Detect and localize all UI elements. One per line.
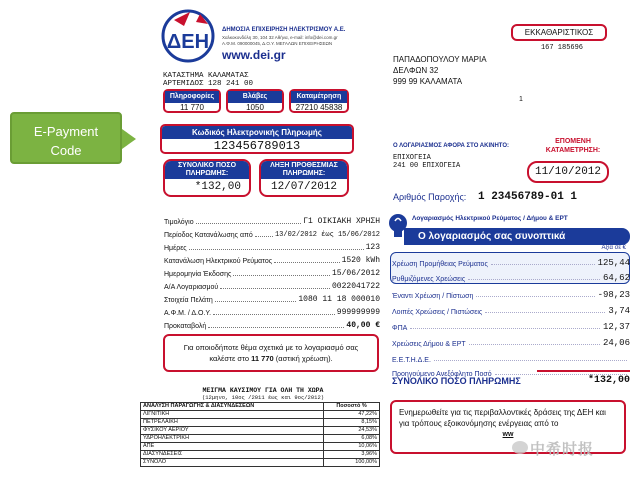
- table-row: [141, 435, 380, 443]
- summary-row-label: Λοιπές Χρεώσεις / Πιστώσεις: [392, 309, 483, 316]
- customer-street: ΔΕΛΦΩΝ 32: [393, 66, 439, 75]
- company-website[interactable]: www.dei.gr: [222, 48, 286, 62]
- detail-label: Ημερομηνία Έκδοσης: [164, 271, 232, 278]
- info-box-value: 27210 45838: [295, 103, 343, 112]
- detail-row: [164, 227, 380, 239]
- info-box-info: [163, 89, 221, 113]
- epayment-code-value: 123456789013: [213, 139, 301, 153]
- property-label: Ο ΛΟΓΑΡΙΑΣΜΟΣ ΑΦΟΡΑ ΣΤΟ ΑΚΙΝΗΤΟ:: [393, 143, 510, 149]
- summary-currency: Αξία σε €: [601, 245, 626, 251]
- detail-row: [164, 292, 380, 304]
- info-box-reading: [289, 89, 349, 113]
- energy-share: 10,06%: [324, 443, 380, 451]
- due-date-box: [259, 159, 349, 197]
- detail-value: 999999999: [336, 308, 380, 317]
- energy-source: ΠΕΤΡΕΛΑΙΚΗ: [141, 419, 324, 427]
- detail-row: [164, 318, 380, 330]
- energy-share: 6,08%: [324, 435, 380, 443]
- summary-row: [392, 252, 630, 268]
- detail-value: 1080 11 18 000010: [298, 295, 380, 304]
- energy-share: 3,96%: [324, 451, 380, 459]
- phone-note-line-1: Για οποιοδήποτε θέμα σχετικά με το λογαριασμό σας: [183, 343, 359, 352]
- next-reading-label: ΕΠΟΜΕΝΗ ΚΑΤΑΜΕΤΡΗΣΗ:: [545, 138, 601, 154]
- phone-note-line-2: [165, 353, 377, 364]
- summary-row-label: Προηγούμενο Ανεξόφλητο Ποσό: [392, 371, 492, 378]
- customer-name: ΠΑΠΑΔΟΠΟΥΛΟΥ ΜΑΡΙΑ: [393, 55, 487, 64]
- energy-source: ΦΥΣΙΚΟΥ ΑΕΡΙΟΥ: [141, 427, 324, 435]
- summary-row-value: -98,23: [597, 290, 630, 300]
- summary-row-value: 3,74: [608, 306, 630, 316]
- store-line-2: ΑΡΤΕΜΙΔΟΣ 128 241 00: [163, 80, 254, 88]
- detail-value: 13/02/2012 έως 15/06/2012: [274, 231, 380, 239]
- summary-row-value: 64,62: [602, 273, 630, 283]
- summary-row: [392, 300, 630, 316]
- dei-logo-icon: [160, 8, 216, 64]
- env-note-link[interactable]: ww: [502, 431, 514, 438]
- table-row: [141, 443, 380, 451]
- summary-row-label: Έναντι Χρέωση / Πίστωση: [392, 293, 474, 300]
- svg-text:ΔΕΗ: ΔΕΗ: [166, 31, 210, 53]
- supply-label: Αριθμός Παροχής:: [393, 192, 467, 202]
- dei-logo: [160, 8, 216, 64]
- watermark: 中希时报: [530, 441, 595, 458]
- due-date-value: 12/07/2012: [270, 181, 337, 193]
- summary-row-label: Ρυθμιζόμενες Χρεώσεις: [392, 276, 466, 283]
- summary-subtitle: Λογαριασμός Ηλεκτρικού Ρεύματος / Δήμου & ΕΡΤ: [412, 215, 568, 222]
- energy-share: 47,22%: [324, 411, 380, 419]
- energy-table: [140, 402, 380, 467]
- env-note-text: Ενημερωθείτε για τις περιβαλλοντικές δράσεις της ΔΕΗ και για τρόπους εξοικονόμησης ενέργειας από το: [399, 408, 606, 428]
- company-address: Χαλκοκονδύλη 30, 104 32 Αθήνα, e-mail: info@dei.com.gr: [222, 35, 338, 40]
- info-box-faults: [226, 89, 284, 113]
- detail-label: Προκαταβολή: [164, 323, 207, 330]
- energy-source: ΔΙΑΣΥΝΔΕΣΕΙΣ: [141, 451, 324, 459]
- energy-source: ΑΠΕ: [141, 443, 324, 451]
- phone-note-prefix: καλέστε στο: [209, 354, 252, 363]
- phone-note-number[interactable]: 11 770: [251, 354, 274, 363]
- next-reading-date-box: [527, 161, 609, 183]
- energy-source: ΥΔΡΟΗΛΕΚΤΡΙΚΗ: [141, 435, 324, 443]
- company-tax-line: Α.Φ.Μ. 090000045, Δ.Ο.Υ. ΜΕΓΑΛΩΝ ΕΠΙΧΕΙΡΗΣΕΩΝ: [222, 41, 333, 46]
- supply-number: 1 23456789-01 1: [478, 191, 578, 203]
- due-date-label: ΛΗΞΗ ΠΡΟΘΕΣΜΙΑΣ ΠΛΗΡΩΜΗΣ:: [261, 161, 347, 179]
- detail-label: Ημέρες: [164, 245, 187, 252]
- summary-row-value: 125,44: [597, 258, 630, 268]
- summary-row-label: Ε.Ε.Τ.Η.Δ.Ε.: [392, 357, 431, 364]
- energy-share: 8,15%: [324, 419, 380, 427]
- store-line-1: ΚΑΤΑΣΤΗΜΑ ΚΑΛΑΜΑΤΑΣ: [163, 72, 249, 80]
- detail-label: Α.Φ.Μ. / Δ.Ο.Υ.: [164, 310, 212, 317]
- property-line-1: ΕΠΙΧΟΓΕΙΑ: [393, 154, 431, 162]
- detail-row: [164, 305, 380, 317]
- table-row: [141, 459, 380, 467]
- detail-label: Περίοδος Κατανάλωσης από: [164, 232, 253, 239]
- epayment-annotation-text: E-Payment Code: [33, 124, 99, 158]
- company-name: ΔΗΜΟΣΙΑ ΕΠΙΧΕΙΡΗΣΗ ΗΛΕΚΤΡΙΣΜΟΥ Α.Ε.: [222, 27, 346, 33]
- summary-row-label: Χρεώσεις Δήμου & ΕΡΤ: [392, 341, 466, 348]
- energy-share: 100,00%: [324, 459, 380, 467]
- summary-row-value: 24,06: [602, 338, 630, 348]
- chat-bubble-icon: [512, 441, 528, 454]
- detail-value: 123: [365, 243, 380, 252]
- info-box-label: Καταμέτρηση: [291, 91, 347, 103]
- detail-row: [164, 279, 380, 291]
- detail-value: 1520 kWh: [341, 256, 380, 265]
- annotation-arrow: [122, 129, 136, 149]
- info-box-value: 11 770: [180, 103, 204, 112]
- epayment-annotation: [10, 112, 122, 164]
- summary-row: [392, 332, 630, 348]
- summary-row: [392, 267, 630, 283]
- total-underline: [537, 370, 630, 372]
- detail-label: Στοιχεία Πελάτη: [164, 297, 213, 304]
- energy-source: ΣΥΝΟΛΟ: [141, 459, 324, 467]
- summary-row-value: 12,37: [602, 322, 630, 332]
- receipt-label: ΕΚΚΑΘΑΡΙΣΤΙΚΟΣ: [524, 28, 594, 37]
- summary-row-label: ΦΠΑ: [392, 325, 408, 332]
- info-box-label: Βλάβες: [228, 91, 282, 103]
- detail-row: [164, 266, 380, 278]
- total-amount-value: *132,00: [194, 181, 241, 193]
- next-reading-date: 11/10/2012: [534, 166, 601, 178]
- summary-total-value: *132,00: [587, 375, 630, 386]
- energy-table-header: Ποσοστό %: [324, 403, 380, 411]
- table-row: [141, 411, 380, 419]
- energy-source: ΛΙΓΝΙΤΙΚΗ: [141, 411, 324, 419]
- total-amount-label: ΣΥΝΟΛΙΚΟ ΠΟΣΟ ΠΛΗΡΩΜΗΣ:: [165, 161, 249, 179]
- energy-share: 24,53%: [324, 427, 380, 435]
- receipt-box: [511, 24, 607, 41]
- info-box-value: 1050: [246, 103, 264, 112]
- detail-value: 40,00 €: [346, 321, 380, 330]
- summary-title-bar: [404, 228, 630, 245]
- table-row: [141, 451, 380, 459]
- summary-row-label: Χρέωση Προμήθειας Ρεύματος: [392, 261, 488, 268]
- customer-mark: 1: [519, 96, 523, 103]
- epayment-code-box: [160, 124, 354, 154]
- detail-value: 0022041722: [331, 282, 380, 291]
- detail-value: 15/06/2012: [331, 269, 380, 278]
- energy-table-subtitle: (12μηνο, 10ος /2011 έως και 9ος/2012): [201, 394, 325, 401]
- summary-row: [392, 284, 630, 300]
- summary-row: [392, 316, 630, 332]
- detail-label: Α/Α Λογαριασμού: [164, 284, 219, 291]
- table-row: [141, 427, 380, 435]
- energy-table-title: ΜΕΙΓΜΑ ΚΑΥΣΙΜΟΥ ΓΙΑ ΟΛΗ ΤΗ ΧΩΡΑ: [202, 387, 324, 394]
- detail-label: Κατανάλωση Ηλεκτρικού Ρεύματος: [164, 258, 273, 265]
- detail-row: [164, 214, 380, 226]
- phone-note-suffix: (αστική χρέωση).: [273, 354, 333, 363]
- summary-total-label: ΣΥΝΟΛΙΚΟ ΠΟΣΟ ΠΛΗΡΩΜΗΣ: [392, 376, 521, 386]
- detail-label: Τιμολόγιο: [164, 219, 194, 226]
- phone-note-box: [163, 334, 379, 372]
- epayment-code-label: Κωδικός Ηλεκτρονικής Πληρωμής: [162, 126, 352, 139]
- detail-row: [164, 240, 380, 252]
- customer-city: 999 99 ΚΑΛΑΜΑΤΑ: [393, 77, 463, 86]
- property-line-2: 241 00 ΕΠΙΧΟΓΕΙΑ: [393, 162, 461, 170]
- table-row: [141, 419, 380, 427]
- info-box-label: Πληροφορίες: [165, 91, 219, 103]
- detail-value: Γ1 ΟΙΚΙΑΚΗ ΧΡΗΣΗ: [303, 217, 380, 226]
- energy-table-header: ΑΝΑΛΥΣΗ ΠΑΡΑΓΩΓΗΣ & ΔΙΑΣΥΝΔΕΣΕΩΝ: [141, 403, 324, 411]
- total-amount-box: [163, 159, 251, 197]
- receipt-number: 167 185696: [540, 44, 583, 52]
- summary-title: Ο λογαριασμός σας συνοπτικά: [418, 231, 566, 242]
- detail-row: [164, 253, 380, 265]
